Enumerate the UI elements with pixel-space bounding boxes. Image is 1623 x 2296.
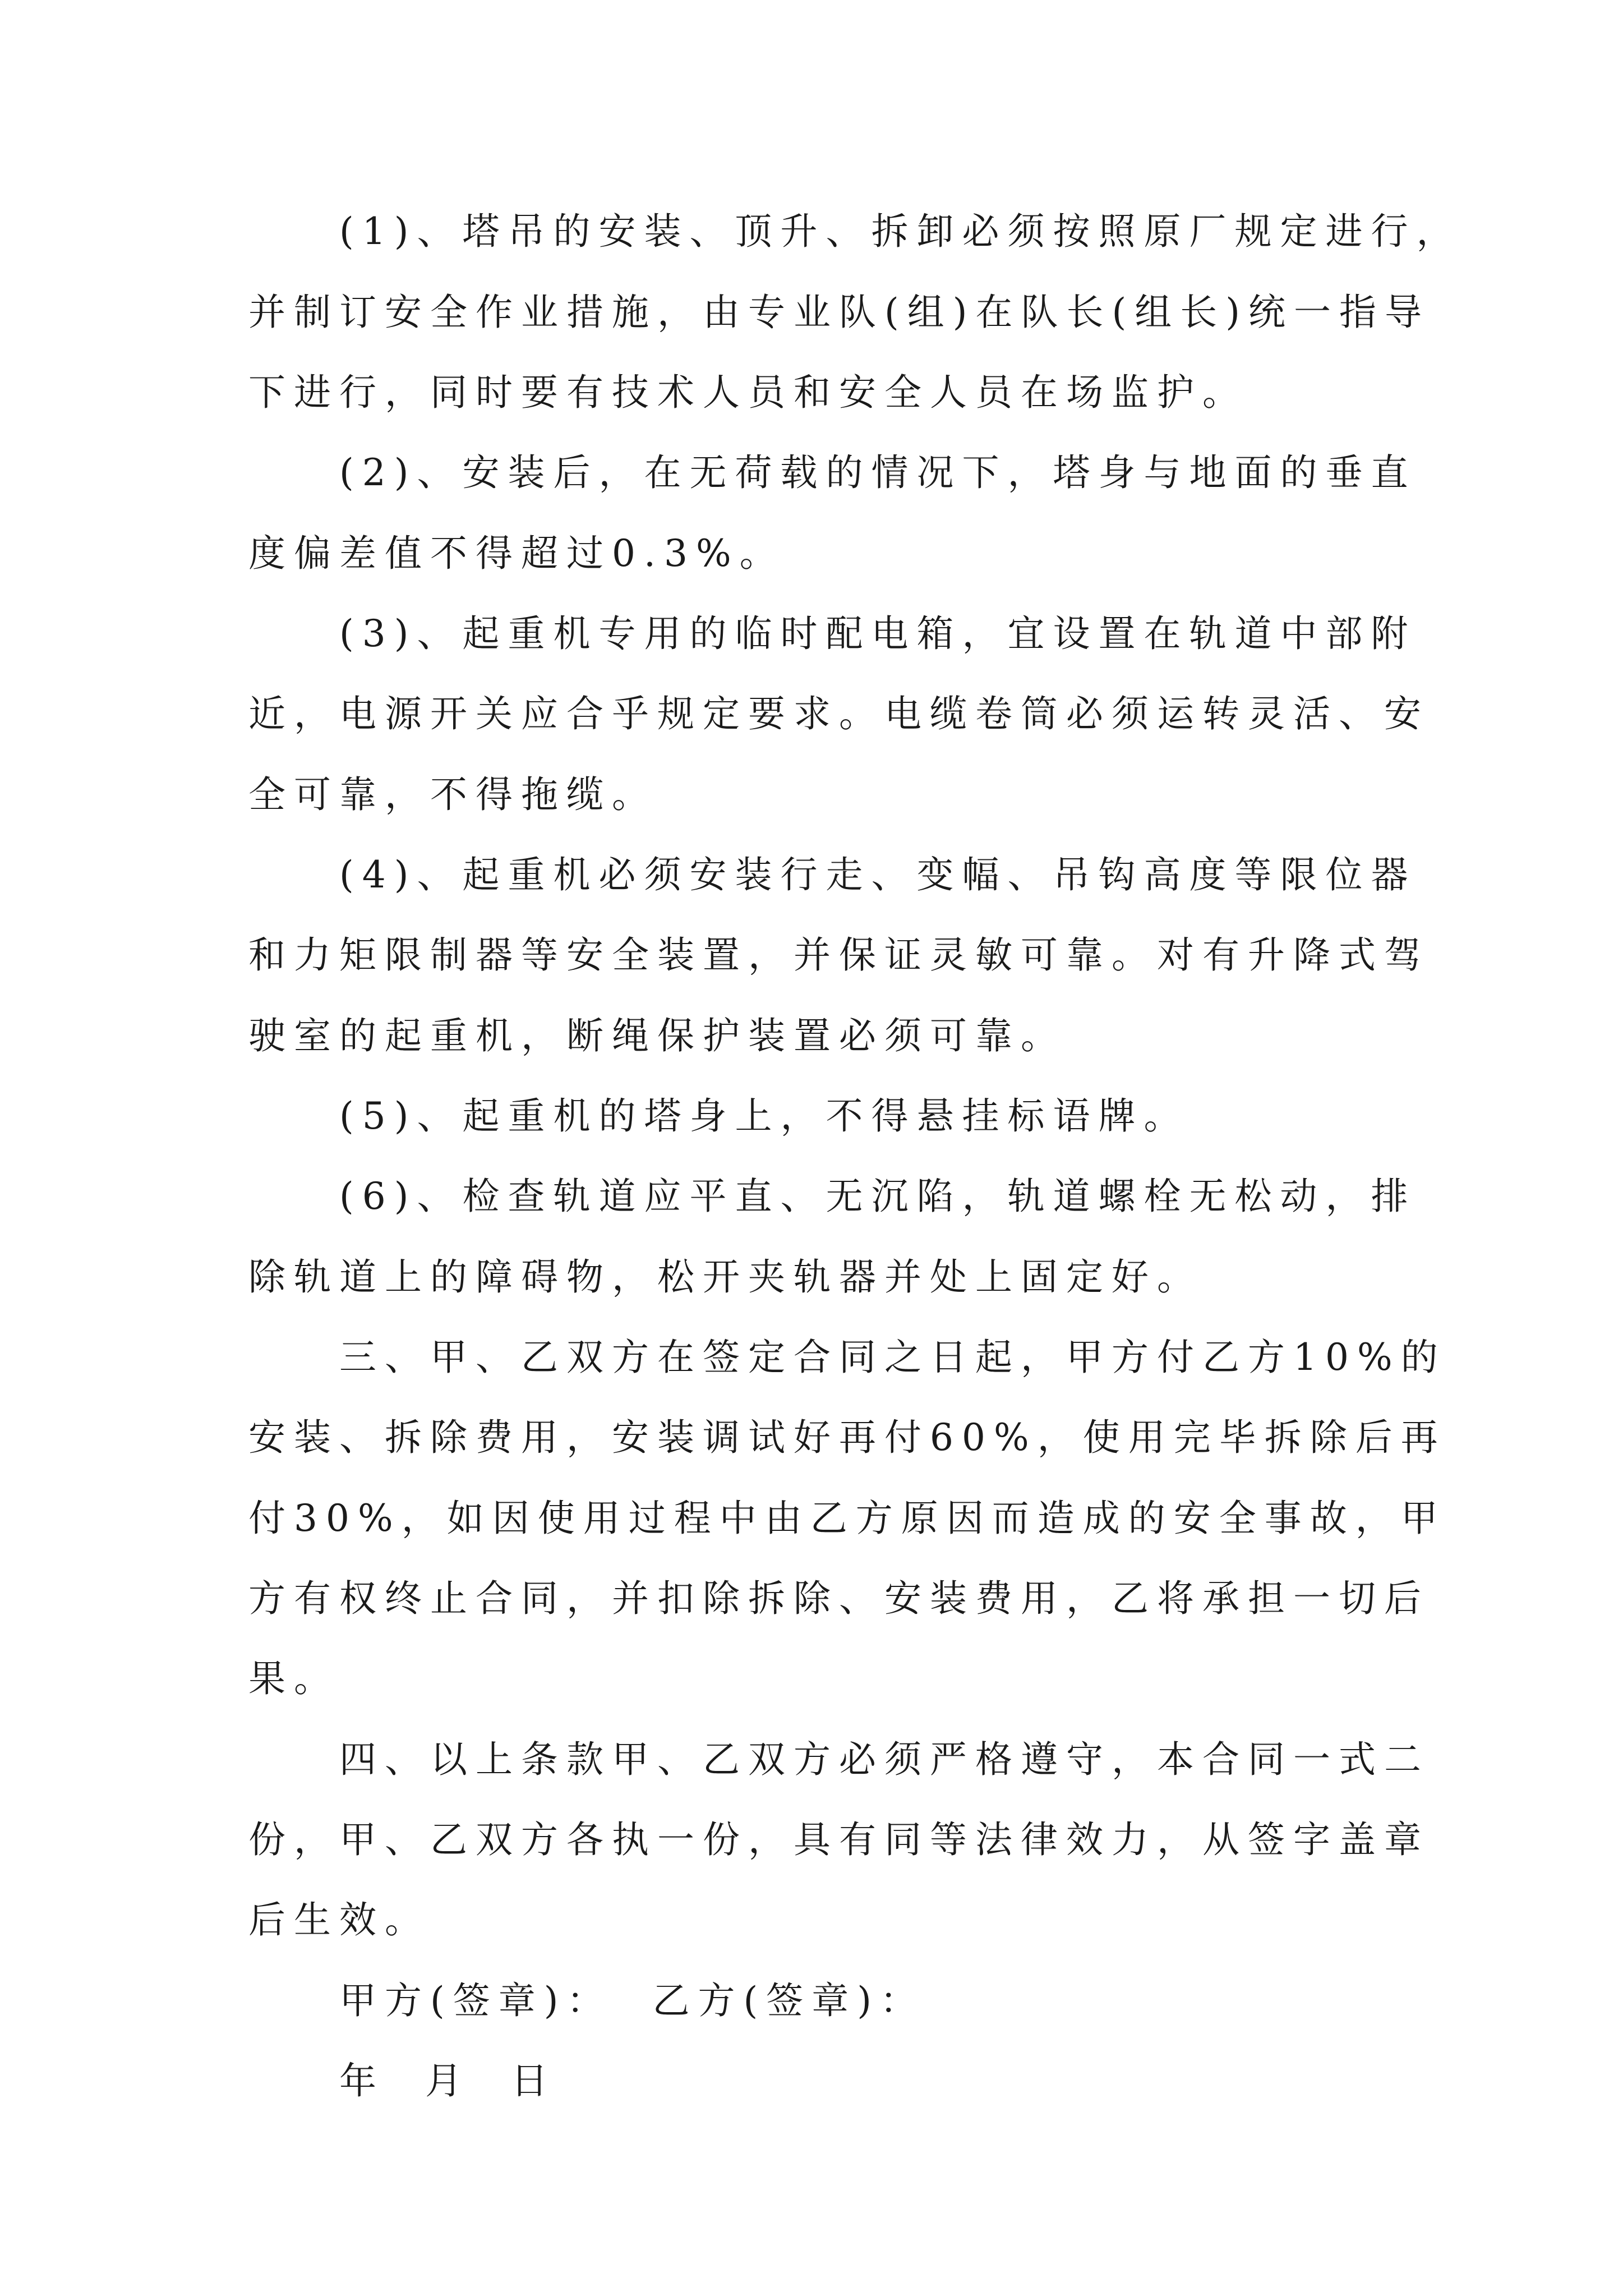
section-3-line-1: 三、甲、乙双方在签定合同之日起，甲方付乙方10%的: [339, 1336, 1446, 1379]
section-3-line-2: 安装、拆除费用，安装调试好再付60%，使用完毕拆除后再: [248, 1416, 1446, 1459]
clause-4-line-2: 和力矩限制器等安全装置，并保证灵敏可靠。对有升降式驾: [248, 933, 1430, 977]
clause-6-line-1: (6)、检查轨道应平直、无沉陷，轨道螺栓无松动，排: [339, 1175, 1417, 1218]
signature-line: 甲方(签章)： 乙方(签章)：: [339, 1979, 925, 2022]
clause-6-line-2: 除轨道上的障碍物，松开夹轨器并处上固定好。: [248, 1255, 1202, 1299]
section-4-line-2: 份，甲、乙双方各执一份，具有同等法律效力，从签字盖章: [248, 1818, 1430, 1861]
clause-1-line-3: 下进行，同时要有技术人员和安全人员在场监护。: [248, 371, 1248, 414]
section-3-line-5: 果。: [248, 1657, 339, 1700]
section-3-line-3: 付30%，如因使用过程中由乙方原因而造成的安全事故，甲: [248, 1497, 1446, 1540]
clause-1-line-2: 并制订安全作业措施，由专业队(组)在队长(组长)统一指导: [248, 291, 1430, 334]
clause-4-line-1: (4)、起重机必须安装行走、变幅、吊钩高度等限位器: [339, 853, 1417, 896]
clause-5-line-1: (5)、起重机的塔身上，不得悬挂标语牌。: [339, 1094, 1189, 1138]
section-3-line-4: 方有权终止合同，并扣除拆除、安装费用，乙将承担一切后: [248, 1577, 1430, 1620]
date-line: 年 月 日: [339, 2059, 556, 2102]
clause-3-line-3: 全可靠，不得拖缆。: [248, 773, 657, 816]
section-4-line-1: 四、以上条款甲、乙双方必须严格遵守，本合同一式二: [339, 1738, 1430, 1781]
clause-1-line-1: (1)、塔吊的安装、顶升、拆卸必须按照原厂规定进行，: [339, 210, 1462, 253]
clause-4-line-3: 驶室的起重机，断绳保护装置必须可靠。: [248, 1014, 1066, 1057]
clause-2-line-2: 度偏差值不得超过0.3%。: [248, 532, 785, 575]
section-4-line-3: 后生效。: [248, 1898, 430, 1941]
clause-3-line-2: 近，电源开关应合乎规定要求。电缆卷筒必须运转灵活、安: [248, 692, 1430, 735]
clause-2-line-1: (2)、安装后，在无荷载的情况下，塔身与地面的垂直: [339, 451, 1417, 494]
clause-3-line-1: (3)、起重机专用的临时配电箱，宜设置在轨道中部附: [339, 612, 1417, 655]
